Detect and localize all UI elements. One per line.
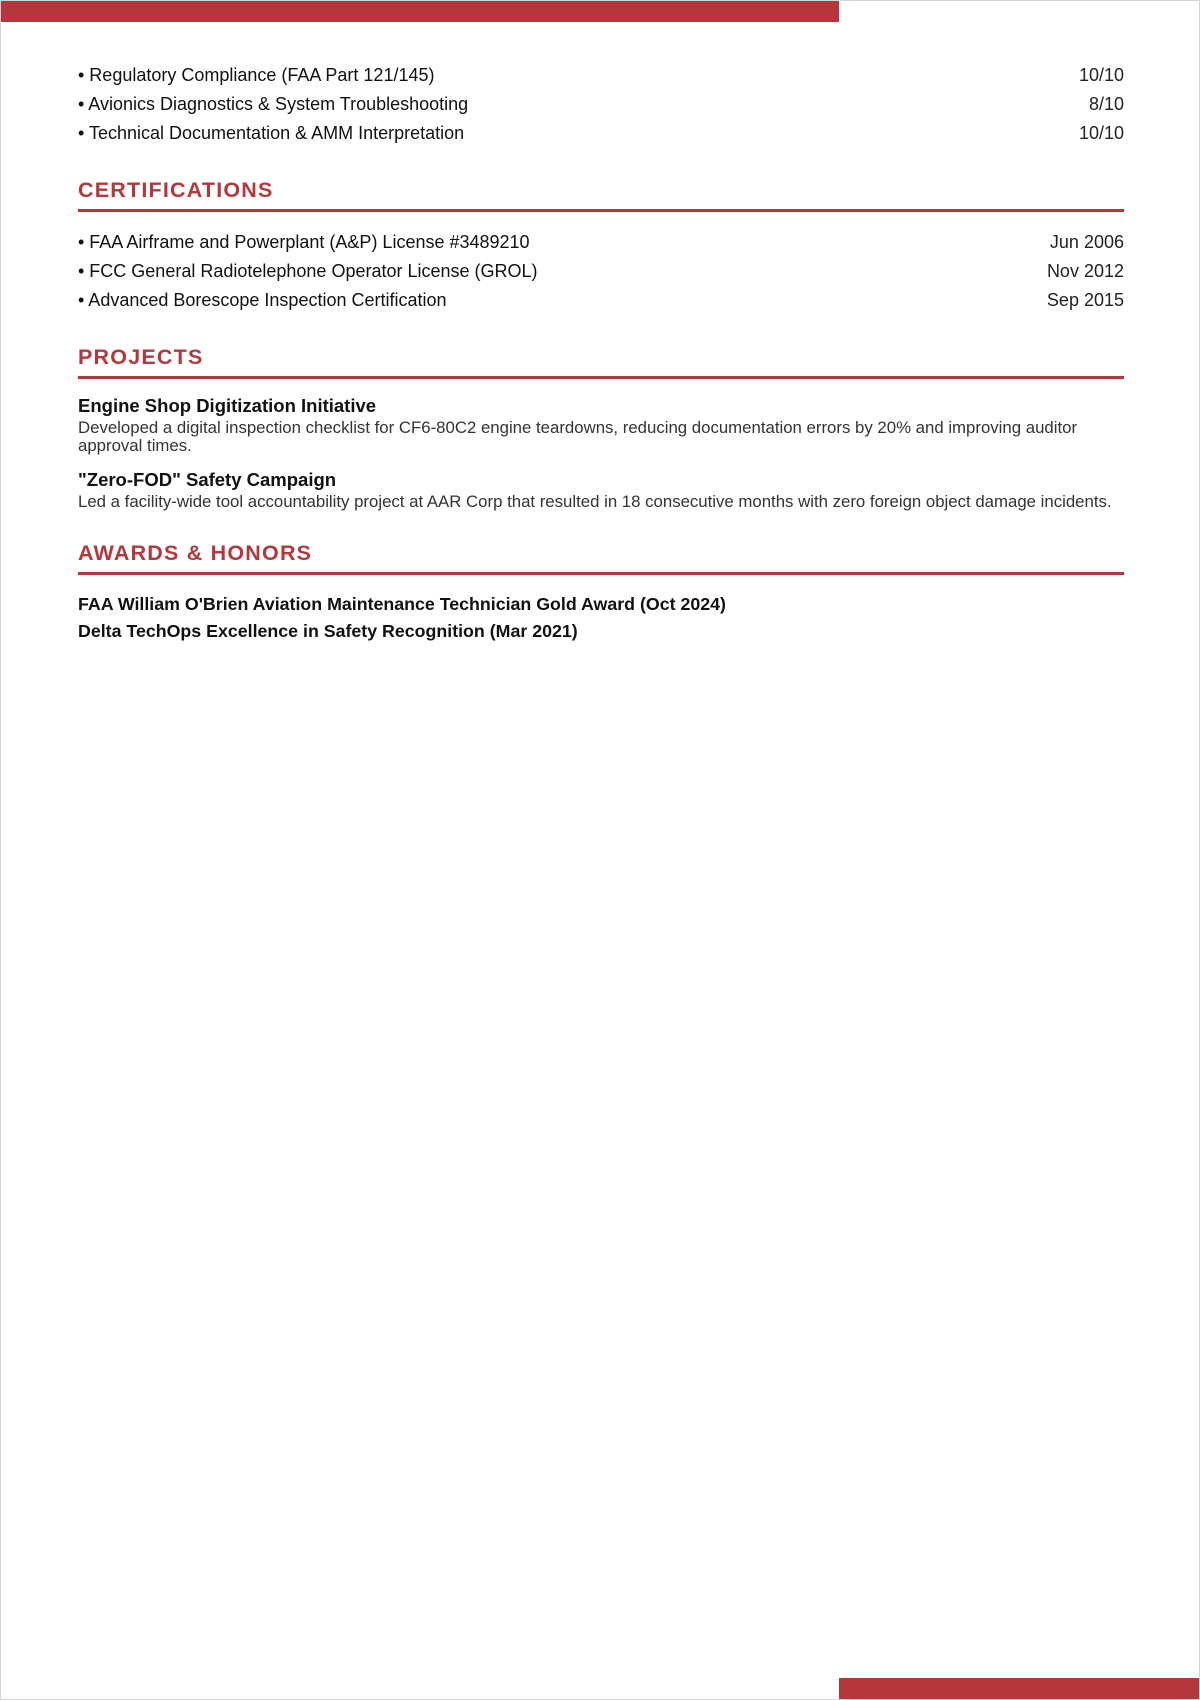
skill-rating: 8/10: [1088, 94, 1124, 114]
resume-content: [78, 61, 1124, 645]
certification-row: [78, 228, 1124, 257]
certification-row: [78, 286, 1124, 315]
projects-list: [78, 379, 1124, 511]
skill-label: • Technical Documentation & AMM Interpretation: [78, 123, 465, 143]
certification-label: • Advanced Borescope Inspection Certification: [78, 290, 447, 310]
project-item: [78, 469, 1124, 511]
certifications-list: [78, 212, 1124, 315]
certification-date: Sep 2015: [1046, 290, 1124, 310]
project-description: Led a facility-wide tool accountability project at AAR Corp that resulted in 18 consecutive months with zero foreign object damage incidents.: [78, 492, 1112, 511]
certifications-section: [78, 176, 1124, 315]
certification-label: • FCC General Radiotelephone Operator License (GROL): [78, 261, 538, 281]
project-title: "Zero-FOD" Safety Campaign: [78, 469, 337, 490]
bottom-accent-bar: [839, 1678, 1199, 1699]
certification-date: Jun 2006: [1049, 232, 1124, 252]
project-title: Engine Shop Digitization Initiative: [78, 395, 377, 416]
skill-row: [78, 90, 1124, 119]
top-accent-bar: [1, 1, 839, 22]
section-heading: AWARDS & HONORS: [78, 539, 1124, 575]
skill-rating: 10/10: [1078, 123, 1124, 143]
skill-label: • Regulatory Compliance (FAA Part 121/145): [78, 65, 435, 85]
section-heading: CERTIFICATIONS: [78, 176, 1124, 212]
skill-rating: 10/10: [1078, 65, 1124, 85]
skill-label: • Avionics Diagnostics & System Troubleshooting: [78, 94, 469, 114]
certification-label: • FAA Airframe and Powerplant (A&P) License #3489210: [78, 232, 530, 252]
award-item: Delta TechOps Excellence in Safety Recognition (Mar 2021): [78, 621, 578, 641]
project-item: [78, 395, 1124, 455]
skills-list: [78, 61, 1124, 148]
certification-row: [78, 257, 1124, 286]
project-description: Developed a digital inspection checklist for CF6-80C2 engine teardowns, reducing documentation errors by 20% and improving auditor approval times.: [78, 418, 1078, 455]
certification-date: Nov 2012: [1046, 261, 1124, 281]
skill-row: [78, 119, 1124, 148]
skill-row: [78, 61, 1124, 90]
awards-list: [78, 575, 1124, 645]
award-item: FAA William O'Brien Aviation Maintenance Technician Gold Award (Oct 2024): [78, 594, 726, 614]
section-heading: PROJECTS: [78, 343, 1124, 379]
projects-section: [78, 343, 1124, 511]
awards-section: [78, 539, 1124, 645]
